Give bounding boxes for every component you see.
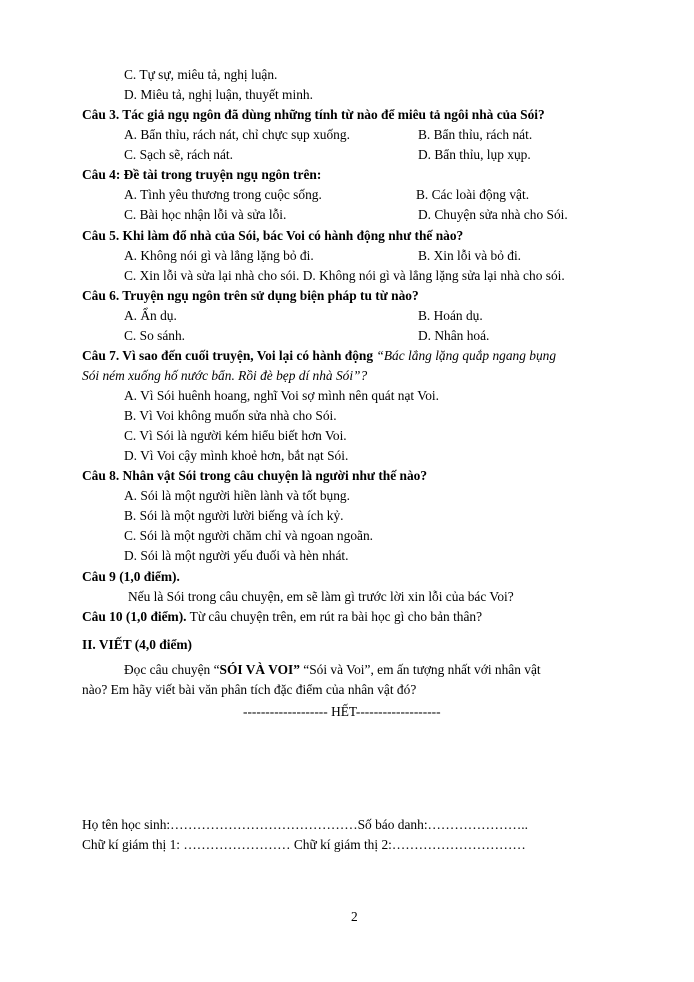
- q4-option-d: D. Chuyện sửa nhà cho Sói.: [418, 207, 568, 222]
- page-number: 2: [351, 909, 358, 924]
- q7-title-line: [82, 347, 556, 365]
- q3-option-b: B. Bẩn thỉu, rách nát.: [418, 127, 533, 142]
- q2-option-d: D. Miêu tả, nghị luận, thuyết minh.: [124, 87, 313, 102]
- q8-option-a: A. Sói là một người hiền lành và tốt bụng.: [124, 488, 350, 503]
- q2-option-c: C. Tự sự, miêu tả, nghị luận.: [124, 67, 278, 82]
- prompt-post: “Sói và Voi”, em ấn tượng nhất với nhân vật: [299, 662, 541, 677]
- q4-option-b: B. Các loài động vật.: [416, 187, 530, 202]
- q7-option-b: B. Vì Voi không muốn sửa nhà cho Sói.: [124, 408, 337, 423]
- q7-quote-end: Sói ném xuống hố nước bẩn. Rồi đè bẹp dí nhà Sói”?: [82, 368, 368, 383]
- q5-option-a: A. Không nói gì và lẳng lặng bỏ đi.: [124, 248, 314, 263]
- q6-title: Câu 6. Truyện ngụ ngôn trên sử dụng biện pháp tu từ nào?: [82, 288, 419, 303]
- student-info-line: Họ tên học sinh:……………………………………Số báo danh:…………………..: [82, 817, 528, 832]
- q5-options-c-d: C. Xin lỗi và sửa lại nhà cho sói. D. Không nói gì và lẳng lặng sửa lại nhà cho sói.: [124, 268, 565, 283]
- supervisor-signature-line: Chữ kí giám thị 1: …………………… Chữ kí giám thị 2:…………………………: [82, 837, 526, 852]
- q3-option-c: C. Sạch sẽ, rách nát.: [124, 147, 233, 162]
- q10-text: Từ câu chuyện trên, em rút ra bài học gì cho bản thân?: [186, 609, 483, 624]
- q4-option-c: C. Bài học nhận lỗi và sửa lỗi.: [124, 207, 287, 222]
- q7-title: Câu 7. Vì sao đến cuối truyện, Voi lại có hành động: [82, 348, 377, 363]
- prompt-story-title: SÓI VÀ VOI”: [219, 662, 300, 677]
- q8-option-c: C. Sói là một người chăm chỉ và ngoan ngoãn.: [124, 528, 374, 543]
- q6-option-a: A. Ẩn dụ.: [124, 308, 177, 323]
- q8-option-d: D. Sói là một người yếu đuối và hèn nhát.: [124, 548, 349, 563]
- q10-title: Câu 10 (1,0 điểm).: [82, 609, 187, 624]
- q8-title: Câu 8. Nhân vật Sói trong câu chuyện là người như thế nào?: [82, 468, 428, 483]
- q7-option-c: C. Vì Sói là người kém hiểu biết hơn Voi.: [124, 428, 347, 443]
- q5-option-b: B. Xin lỗi và bỏ đi.: [418, 248, 522, 263]
- q7-quote-start: “Bác lẳng lặng quắp ngang bụng: [376, 348, 557, 363]
- section2-prompt-line2: nào? Em hãy viết bài văn phân tích đặc điểm của nhân vật đó?: [82, 682, 417, 697]
- q3-option-a: A. Bẩn thỉu, rách nát, chỉ chực sụp xuống.: [124, 127, 350, 142]
- q10-line: [82, 608, 482, 626]
- q5-title: Câu 5. Khi làm đổ nhà của Sói, bác Voi có hành động như thế nào?: [82, 228, 464, 243]
- q6-option-c: C. So sánh.: [124, 328, 186, 343]
- q7-option-d: D. Vì Voi cậy mình khoẻ hơn, bắt nạt Sói.: [124, 448, 349, 463]
- end-marker: ------------------- HẾT-------------------: [243, 704, 441, 719]
- prompt-pre: Đọc câu chuyện “: [124, 662, 220, 677]
- q3-title: Câu 3. Tác giả ngụ ngôn đã dùng những tính từ nào để miêu tả ngôi nhà của Sói?: [82, 107, 545, 122]
- q4-option-a: A. Tình yêu thương trong cuộc sống.: [124, 187, 322, 202]
- q6-option-d: D. Nhân hoá.: [418, 328, 490, 343]
- q9-title: Câu 9 (1,0 điểm).: [82, 569, 180, 584]
- q4-title: Câu 4: Đề tài trong truyện ngụ ngôn trên:: [82, 167, 322, 182]
- section2-heading: II. VIẾT (4,0 điểm): [82, 637, 192, 652]
- section2-prompt-line1: [124, 661, 541, 679]
- q9-text: Nếu là Sói trong câu chuyện, em sẽ làm gì trước lời xin lỗi của bác Voi?: [128, 589, 514, 604]
- q3-option-d: D. Bẩn thỉu, lụp xụp.: [418, 147, 531, 162]
- q8-option-b: B. Sói là một người lười biếng và ích kỷ.: [124, 508, 344, 523]
- q7-option-a: A. Vì Sói huênh hoang, nghĩ Voi sợ mình nên quát nạt Voi.: [124, 388, 439, 403]
- q6-option-b: B. Hoán dụ.: [418, 308, 483, 323]
